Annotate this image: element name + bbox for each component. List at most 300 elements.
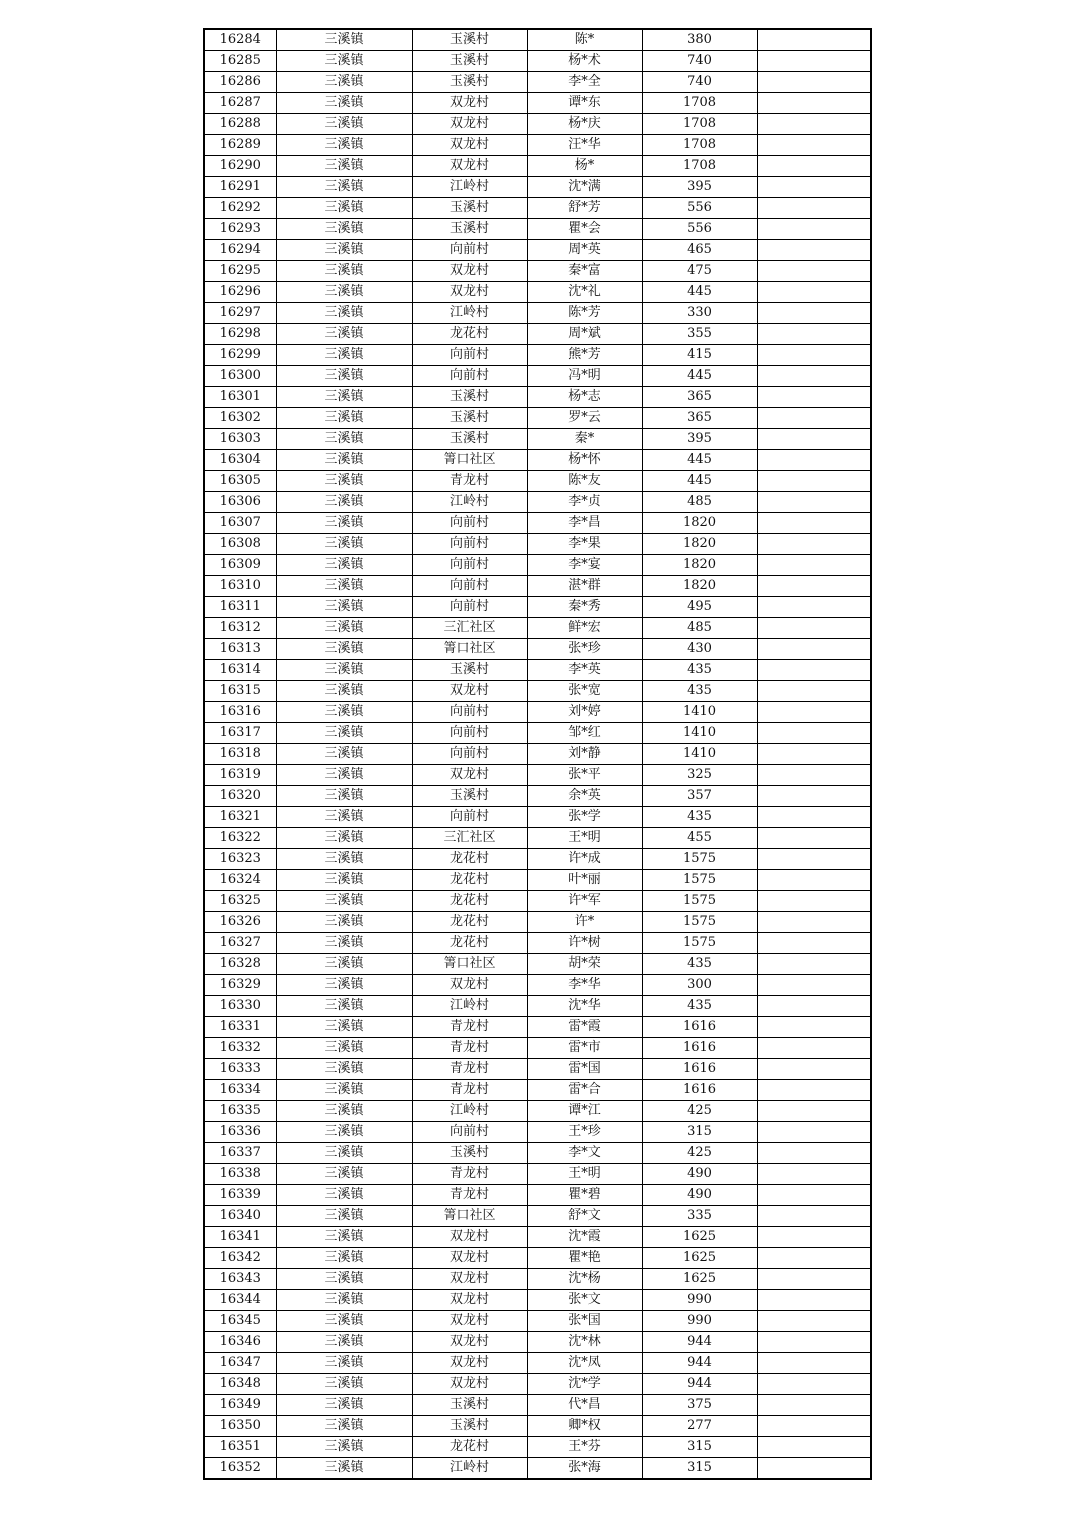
cell-name: 王*明 [527,828,642,849]
cell-town: 三溪镇 [276,576,412,597]
cell-name: 罗*云 [527,408,642,429]
cell-note [757,345,871,366]
cell-amount: 475 [642,261,757,282]
cell-id: 16330 [204,996,276,1017]
table-row [204,1017,871,1038]
cell-town: 三溪镇 [276,51,412,72]
cell-village: 双龙村 [412,765,527,786]
cell-note [757,660,871,681]
cell-name: 李*英 [527,660,642,681]
table-row [204,29,871,51]
cell-note [757,303,871,324]
table-row [204,1290,871,1311]
table-row [204,723,871,744]
cell-name: 秦*富 [527,261,642,282]
cell-town: 三溪镇 [276,702,412,723]
cell-town: 三溪镇 [276,891,412,912]
cell-name: 王*芬 [527,1437,642,1458]
table-row [204,1395,871,1416]
cell-village: 双龙村 [412,1269,527,1290]
cell-town: 三溪镇 [276,744,412,765]
cell-amount: 375 [642,1395,757,1416]
cell-village: 江岭村 [412,492,527,513]
cell-village: 向前村 [412,597,527,618]
cell-amount: 1410 [642,723,757,744]
cell-amount: 485 [642,492,757,513]
cell-village: 向前村 [412,240,527,261]
cell-name: 冯*明 [527,366,642,387]
cell-amount: 490 [642,1164,757,1185]
table-row [204,891,871,912]
cell-note [757,639,871,660]
cell-amount: 1820 [642,534,757,555]
cell-village: 双龙村 [412,156,527,177]
cell-town: 三溪镇 [276,1374,412,1395]
cell-id: 16343 [204,1269,276,1290]
cell-name: 秦* [527,429,642,450]
cell-name: 刘*婷 [527,702,642,723]
cell-amount: 1616 [642,1080,757,1101]
cell-note [757,177,871,198]
table-row [204,828,871,849]
cell-name: 熊*芳 [527,345,642,366]
cell-id: 16339 [204,1185,276,1206]
cell-id: 16331 [204,1017,276,1038]
cell-note [757,1080,871,1101]
cell-town: 三溪镇 [276,975,412,996]
cell-town: 三溪镇 [276,1038,412,1059]
cell-amount: 1708 [642,156,757,177]
cell-amount: 455 [642,828,757,849]
cell-name: 卿*权 [527,1416,642,1437]
cell-amount: 1625 [642,1248,757,1269]
table-row [204,996,871,1017]
cell-village: 龙花村 [412,1437,527,1458]
cell-village: 箐口社区 [412,1206,527,1227]
cell-amount: 1575 [642,849,757,870]
cell-village: 江岭村 [412,1458,527,1480]
cell-village: 向前村 [412,555,527,576]
table-row [204,492,871,513]
cell-village: 龙花村 [412,870,527,891]
cell-town: 三溪镇 [276,240,412,261]
cell-id: 16342 [204,1248,276,1269]
cell-id: 16300 [204,366,276,387]
cell-name: 杨*术 [527,51,642,72]
cell-village: 三汇社区 [412,618,527,639]
cell-note [757,1332,871,1353]
cell-note [757,828,871,849]
cell-note [757,261,871,282]
cell-id: 16351 [204,1437,276,1458]
cell-name: 代*昌 [527,1395,642,1416]
cell-id: 16312 [204,618,276,639]
cell-id: 16313 [204,639,276,660]
cell-amount: 445 [642,366,757,387]
table-row [204,807,871,828]
table-row [204,1311,871,1332]
cell-town: 三溪镇 [276,513,412,534]
cell-village: 玉溪村 [412,429,527,450]
cell-name: 杨*志 [527,387,642,408]
cell-town: 三溪镇 [276,1311,412,1332]
cell-name: 许* [527,912,642,933]
cell-name: 沈*凤 [527,1353,642,1374]
cell-amount: 1575 [642,912,757,933]
cell-id: 16322 [204,828,276,849]
cell-note [757,408,871,429]
cell-amount: 944 [642,1332,757,1353]
cell-town: 三溪镇 [276,345,412,366]
cell-village: 向前村 [412,513,527,534]
cell-village: 玉溪村 [412,198,527,219]
cell-town: 三溪镇 [276,534,412,555]
cell-name: 叶*丽 [527,870,642,891]
cell-note [757,954,871,975]
cell-name: 杨* [527,156,642,177]
cell-village: 双龙村 [412,1353,527,1374]
cell-id: 16303 [204,429,276,450]
table-row [204,261,871,282]
table-row [204,1185,871,1206]
table-row [204,765,871,786]
cell-town: 三溪镇 [276,1269,412,1290]
cell-town: 三溪镇 [276,1437,412,1458]
cell-town: 三溪镇 [276,408,412,429]
cell-name: 秦*秀 [527,597,642,618]
cell-village: 江岭村 [412,996,527,1017]
cell-note [757,807,871,828]
cell-name: 雷*霞 [527,1017,642,1038]
table-row [204,240,871,261]
cell-name: 舒*文 [527,1206,642,1227]
cell-amount: 380 [642,29,757,51]
cell-id: 16352 [204,1458,276,1480]
table-row [204,156,871,177]
table-row [204,618,871,639]
table-row [204,51,871,72]
cell-town: 三溪镇 [276,1458,412,1480]
cell-village: 青龙村 [412,1185,527,1206]
table-row [204,933,871,954]
cell-town: 三溪镇 [276,324,412,345]
cell-note [757,1458,871,1480]
cell-town: 三溪镇 [276,1248,412,1269]
cell-name: 鲜*宏 [527,618,642,639]
cell-amount: 315 [642,1122,757,1143]
cell-village: 双龙村 [412,1332,527,1353]
cell-amount: 556 [642,219,757,240]
cell-name: 许*军 [527,891,642,912]
cell-name: 陈*芳 [527,303,642,324]
cell-id: 16295 [204,261,276,282]
cell-town: 三溪镇 [276,429,412,450]
cell-amount: 425 [642,1101,757,1122]
cell-amount: 365 [642,408,757,429]
cell-amount: 1616 [642,1038,757,1059]
cell-id: 16294 [204,240,276,261]
cell-town: 三溪镇 [276,93,412,114]
cell-id: 16337 [204,1143,276,1164]
table-row [204,1122,871,1143]
cell-town: 三溪镇 [276,765,412,786]
table-row [204,72,871,93]
cell-amount: 465 [642,240,757,261]
cell-id: 16311 [204,597,276,618]
cell-village: 双龙村 [412,681,527,702]
cell-town: 三溪镇 [276,492,412,513]
cell-id: 16315 [204,681,276,702]
cell-name: 许*树 [527,933,642,954]
cell-id: 16341 [204,1227,276,1248]
cell-amount: 435 [642,681,757,702]
cell-id: 16346 [204,1332,276,1353]
cell-town: 三溪镇 [276,450,412,471]
cell-name: 沈*学 [527,1374,642,1395]
cell-note [757,534,871,555]
cell-note [757,114,871,135]
cell-name: 张*平 [527,765,642,786]
table-row [204,1437,871,1458]
cell-village: 向前村 [412,345,527,366]
cell-village: 双龙村 [412,282,527,303]
cell-note [757,513,871,534]
cell-id: 16298 [204,324,276,345]
cell-note [757,282,871,303]
cell-name: 邹*红 [527,723,642,744]
cell-name: 李*昌 [527,513,642,534]
table-row [204,177,871,198]
cell-amount: 1616 [642,1059,757,1080]
cell-id: 16287 [204,93,276,114]
cell-village: 玉溪村 [412,786,527,807]
cell-id: 16307 [204,513,276,534]
cell-village: 双龙村 [412,114,527,135]
cell-note [757,1227,871,1248]
cell-village: 双龙村 [412,1227,527,1248]
cell-village: 青龙村 [412,1164,527,1185]
cell-name: 李*果 [527,534,642,555]
table-row [204,534,871,555]
table-row [204,282,871,303]
cell-amount: 1575 [642,891,757,912]
cell-id: 16327 [204,933,276,954]
cell-town: 三溪镇 [276,177,412,198]
cell-name: 雷*市 [527,1038,642,1059]
cell-amount: 335 [642,1206,757,1227]
cell-name: 湛*群 [527,576,642,597]
cell-amount: 430 [642,639,757,660]
cell-amount: 435 [642,660,757,681]
table-row [204,219,871,240]
cell-note [757,996,871,1017]
cell-town: 三溪镇 [276,471,412,492]
cell-note [757,702,871,723]
cell-village: 双龙村 [412,1374,527,1395]
table-row [204,870,871,891]
cell-id: 16333 [204,1059,276,1080]
cell-name: 谭*东 [527,93,642,114]
cell-id: 16326 [204,912,276,933]
cell-amount: 740 [642,51,757,72]
cell-name: 李*文 [527,1143,642,1164]
cell-town: 三溪镇 [276,849,412,870]
cell-name: 雷*国 [527,1059,642,1080]
cell-village: 玉溪村 [412,408,527,429]
cell-name: 瞿*碧 [527,1185,642,1206]
cell-name: 周*斌 [527,324,642,345]
cell-amount: 300 [642,975,757,996]
cell-id: 16350 [204,1416,276,1437]
cell-id: 16308 [204,534,276,555]
cell-village: 三汇社区 [412,828,527,849]
cell-town: 三溪镇 [276,597,412,618]
cell-id: 16290 [204,156,276,177]
cell-town: 三溪镇 [276,786,412,807]
cell-village: 江岭村 [412,303,527,324]
cell-town: 三溪镇 [276,912,412,933]
cell-name: 张*珍 [527,639,642,660]
cell-amount: 1410 [642,702,757,723]
cell-village: 向前村 [412,702,527,723]
cell-town: 三溪镇 [276,1395,412,1416]
cell-name: 沈*杨 [527,1269,642,1290]
cell-village: 玉溪村 [412,660,527,681]
cell-town: 三溪镇 [276,933,412,954]
cell-note [757,618,871,639]
cell-name: 陈*友 [527,471,642,492]
cell-note [757,72,871,93]
cell-id: 16320 [204,786,276,807]
cell-note [757,429,871,450]
cell-note [757,366,871,387]
cell-note [757,1017,871,1038]
cell-town: 三溪镇 [276,807,412,828]
cell-amount: 325 [642,765,757,786]
cell-village: 玉溪村 [412,1143,527,1164]
cell-town: 三溪镇 [276,198,412,219]
cell-town: 三溪镇 [276,1101,412,1122]
cell-amount: 1625 [642,1227,757,1248]
cell-note [757,1101,871,1122]
table-row [204,1269,871,1290]
cell-note [757,933,871,954]
cell-town: 三溪镇 [276,261,412,282]
cell-name: 王*珍 [527,1122,642,1143]
cell-town: 三溪镇 [276,135,412,156]
cell-note [757,555,871,576]
cell-amount: 990 [642,1290,757,1311]
cell-note [757,1248,871,1269]
cell-town: 三溪镇 [276,366,412,387]
cell-name: 汪*华 [527,135,642,156]
cell-village: 玉溪村 [412,51,527,72]
cell-name: 胡*荣 [527,954,642,975]
table-row [204,1353,871,1374]
cell-note [757,93,871,114]
table-row [204,513,871,534]
cell-town: 三溪镇 [276,1017,412,1038]
table-row [204,1332,871,1353]
table-row [204,954,871,975]
cell-amount: 1820 [642,555,757,576]
cell-name: 舒*芳 [527,198,642,219]
cell-village: 青龙村 [412,1059,527,1080]
cell-village: 双龙村 [412,1248,527,1269]
cell-note [757,1164,871,1185]
cell-note [757,1185,871,1206]
cell-name: 雷*合 [527,1080,642,1101]
cell-amount: 740 [642,72,757,93]
cell-village: 青龙村 [412,1038,527,1059]
cell-note [757,1143,871,1164]
cell-id: 16305 [204,471,276,492]
cell-id: 16288 [204,114,276,135]
cell-id: 16338 [204,1164,276,1185]
cell-id: 16332 [204,1038,276,1059]
cell-note [757,198,871,219]
cell-name: 许*成 [527,849,642,870]
cell-name: 谭*江 [527,1101,642,1122]
cell-amount: 485 [642,618,757,639]
cell-village: 双龙村 [412,93,527,114]
table-row [204,555,871,576]
cell-id: 16323 [204,849,276,870]
cell-town: 三溪镇 [276,1164,412,1185]
table-row [204,681,871,702]
table-row [204,1038,871,1059]
cell-amount: 330 [642,303,757,324]
cell-village: 双龙村 [412,1290,527,1311]
cell-village: 向前村 [412,1122,527,1143]
table-row [204,303,871,324]
cell-id: 16334 [204,1080,276,1101]
cell-id: 16292 [204,198,276,219]
cell-village: 玉溪村 [412,1416,527,1437]
cell-village: 龙花村 [412,891,527,912]
cell-name: 余*英 [527,786,642,807]
cell-town: 三溪镇 [276,1080,412,1101]
cell-amount: 315 [642,1458,757,1480]
cell-note [757,681,871,702]
cell-id: 16325 [204,891,276,912]
cell-id: 16328 [204,954,276,975]
cell-id: 16309 [204,555,276,576]
cell-village: 龙花村 [412,933,527,954]
table-row [204,471,871,492]
table-row [204,1206,871,1227]
cell-village: 双龙村 [412,261,527,282]
cell-name: 瞿*会 [527,219,642,240]
cell-note [757,29,871,51]
table-row [204,429,871,450]
cell-village: 玉溪村 [412,1395,527,1416]
table-row [204,702,871,723]
cell-town: 三溪镇 [276,555,412,576]
cell-town: 三溪镇 [276,660,412,681]
cell-name: 张*国 [527,1311,642,1332]
cell-town: 三溪镇 [276,954,412,975]
cell-note [757,912,871,933]
cell-id: 16289 [204,135,276,156]
cell-amount: 495 [642,597,757,618]
cell-village: 龙花村 [412,324,527,345]
cell-town: 三溪镇 [276,1332,412,1353]
cell-id: 16314 [204,660,276,681]
cell-id: 16301 [204,387,276,408]
cell-town: 三溪镇 [276,870,412,891]
cell-id: 16285 [204,51,276,72]
